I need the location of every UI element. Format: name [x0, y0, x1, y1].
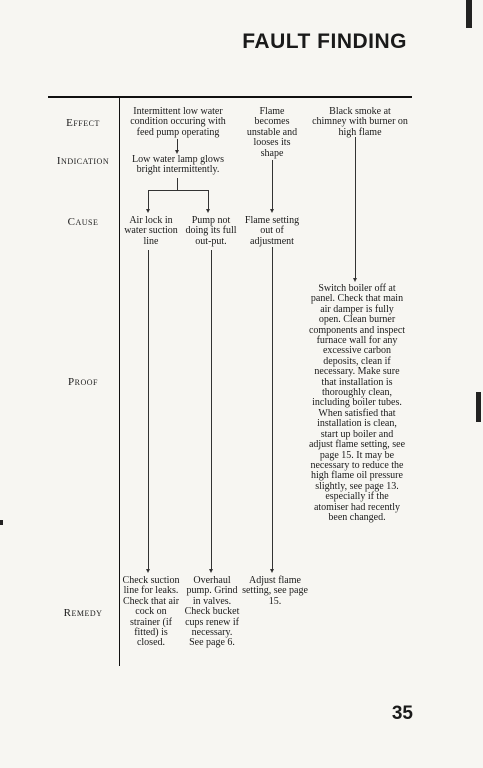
connector-split: [148, 190, 208, 191]
connector-smoke-to-proof: [355, 137, 356, 279]
proof-black-smoke: Switch boiler off at panel. Check that main air damper is fully open. Clean burner components and inspect furnace wall for any excessive carbon deposits, clean if necessary. Make sure that installation is thoroughly clean, including boiler tubes. When satisfied that installation is clean, start up boiler and adjust flame setting, see page 15. It may be necessary to reduce the high flame oil pressure slightly, see page 13. especially if the atomiser had recently been changed.: [308, 283, 406, 523]
arrow-to-remedy-suction: [146, 569, 150, 573]
cause-air-lock: Air lock in water suction line: [124, 215, 178, 247]
page-number: 35: [391, 703, 413, 724]
arrow-to-cause-air-lock: [146, 209, 150, 213]
header-rule: [48, 96, 412, 98]
scan-edge-mark-left: [0, 520, 3, 525]
effect-unstable-flame: Flame becomes unstable and looses its shape: [246, 106, 298, 159]
row-label-indication: Indication: [56, 155, 110, 167]
row-label-proof: Proof: [68, 376, 98, 388]
left-column-rule: [119, 98, 120, 666]
connector-split-right: [208, 190, 209, 210]
connector-pump-to-remedy: [211, 250, 212, 570]
connector-indication-to-split: [177, 178, 178, 190]
arrow-to-remedy-flame: [270, 569, 274, 573]
connector-air-lock-to-remedy: [148, 250, 149, 570]
page-title: FAULT FINDING: [242, 30, 407, 53]
effect-black-smoke: Black smoke at chimney with burner on high flame: [312, 106, 408, 138]
cause-pump-output: Pump not doing its full out-put.: [185, 215, 237, 247]
effect-low-water: Intermittent low water condition occuring with feed pump operating: [130, 106, 226, 138]
arrow-to-cause-flame: [270, 209, 274, 213]
remedy-adjust-flame: Adjust flame setting, see page 15.: [242, 575, 308, 607]
remedy-overhaul-pump: Overhaul pump. Grind in valves. Check bucket cups renew if necessary. See page 6.: [184, 575, 240, 649]
arrow-to-cause-pump: [206, 209, 210, 213]
connector-flame-effect-to-cause: [272, 160, 273, 210]
arrow-to-indication: [175, 150, 179, 154]
row-label-effect: Effect: [66, 117, 100, 129]
scan-edge-mark-mid: [476, 392, 481, 422]
row-label-remedy: Remedy: [63, 607, 103, 619]
arrow-to-proof: [353, 278, 357, 282]
connector-split-left: [148, 190, 149, 210]
row-label-cause: Cause: [67, 216, 99, 228]
indication-low-water-lamp: Low water lamp glows bright intermittently.: [132, 154, 224, 176]
scan-edge-mark-top: [466, 0, 472, 28]
connector-flame-cause-to-remedy: [272, 247, 273, 570]
remedy-check-suction: Check suction line for leaks. Check that air cock on strainer (if fitted) is closed.: [122, 575, 180, 649]
cause-flame-setting: Flame setting out of adjustment: [244, 215, 300, 247]
arrow-to-remedy-pump: [209, 569, 213, 573]
